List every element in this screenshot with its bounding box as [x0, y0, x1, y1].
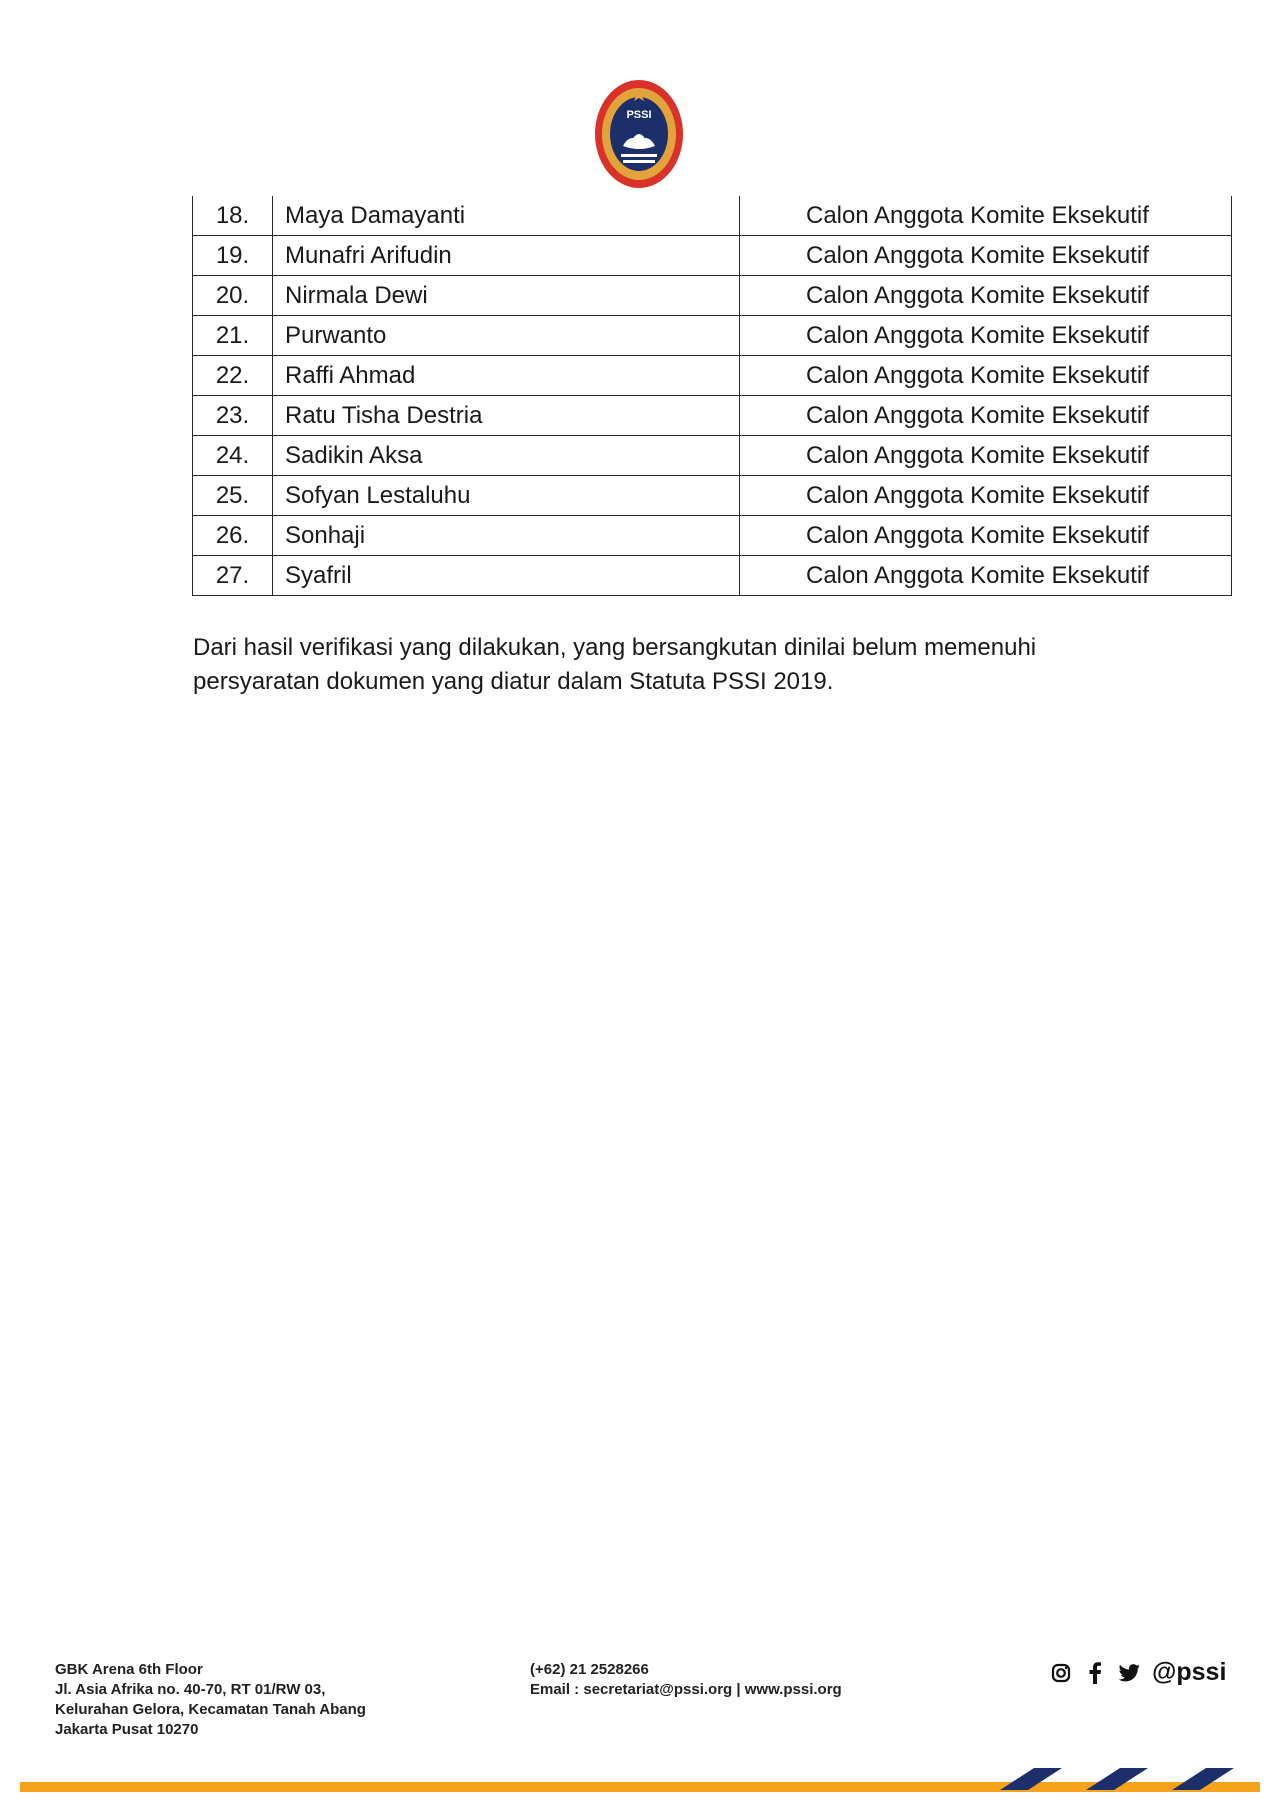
candidate-name: Sofyan Lestaluhu	[273, 476, 740, 516]
verification-paragraph	[193, 631, 1153, 699]
table-row	[193, 516, 1232, 556]
twitter-icon[interactable]	[1118, 1662, 1140, 1684]
pssi-logo	[593, 78, 685, 194]
logo-text: PSSI	[626, 109, 652, 121]
row-number: 20.	[193, 276, 273, 316]
table-row	[193, 196, 1232, 236]
instagram-icon[interactable]	[1050, 1662, 1072, 1684]
candidate-name: Sadikin Aksa	[273, 436, 740, 476]
candidate-position: Calon Anggota Komite Eksekutif	[740, 476, 1232, 516]
candidate-position: Calon Anggota Komite Eksekutif	[740, 276, 1232, 316]
address-line: GBK Arena 6th Floor	[55, 1661, 203, 1678]
row-number: 19.	[193, 236, 273, 276]
row-number: 27.	[193, 556, 273, 596]
address-line: Kelurahan Gelora, Kecamatan Tanah Abang	[55, 1701, 366, 1718]
row-number: 22.	[193, 356, 273, 396]
candidate-position: Calon Anggota Komite Eksekutif	[740, 236, 1232, 276]
table-row	[193, 276, 1232, 316]
table-row	[193, 556, 1232, 596]
candidate-position: Calon Anggota Komite Eksekutif	[740, 356, 1232, 396]
social-links	[1050, 1658, 1226, 1687]
row-number: 23.	[193, 396, 273, 436]
footer-contact	[530, 1660, 842, 1700]
candidate-name: Munafri Arifudin	[273, 236, 740, 276]
candidate-name: Nirmala Dewi	[273, 276, 740, 316]
candidate-name: Syafril	[273, 556, 740, 596]
table-row	[193, 356, 1232, 396]
candidate-name: Maya Damayanti	[273, 196, 740, 236]
candidate-position: Calon Anggota Komite Eksekutif	[740, 556, 1232, 596]
facebook-icon[interactable]	[1084, 1662, 1106, 1684]
table-row	[193, 236, 1232, 276]
candidate-name: Sonhaji	[273, 516, 740, 556]
address-line: Jakarta Pusat 10270	[55, 1721, 199, 1738]
row-number: 21.	[193, 316, 273, 356]
table-row	[193, 436, 1232, 476]
candidate-name: Purwanto	[273, 316, 740, 356]
paragraph-line-1: Dari hasil verifikasi yang dilakukan, yang bersangkutan dinilai belum memenuhi	[193, 634, 1037, 661]
candidate-position: Calon Anggota Komite Eksekutif	[740, 196, 1232, 236]
social-handle[interactable]: @pssi	[1152, 1658, 1227, 1686]
candidate-name: Ratu Tisha Destria	[273, 396, 740, 436]
footer-stripe	[0, 1760, 1280, 1800]
candidate-position: Calon Anggota Komite Eksekutif	[740, 396, 1232, 436]
row-number: 26.	[193, 516, 273, 556]
email-website[interactable]: Email : secretariat@pssi.org | www.pssi.org	[530, 1681, 842, 1698]
footer-address	[55, 1660, 366, 1740]
candidate-position: Calon Anggota Komite Eksekutif	[740, 436, 1232, 476]
table-row	[193, 396, 1232, 436]
row-number: 24.	[193, 436, 273, 476]
row-number: 18.	[193, 196, 273, 236]
candidate-position: Calon Anggota Komite Eksekutif	[740, 516, 1232, 556]
phone-number: (+62) 21 2528266	[530, 1661, 649, 1678]
row-number: 25.	[193, 476, 273, 516]
candidate-name: Raffi Ahmad	[273, 356, 740, 396]
paragraph-line-2: persyaratan dokumen yang diatur dalam Statuta PSSI 2019.	[193, 668, 834, 695]
candidate-table	[192, 196, 1232, 596]
address-line: Jl. Asia Afrika no. 40-70, RT 01/RW 03,	[55, 1681, 326, 1698]
table-row	[193, 316, 1232, 356]
table-row	[193, 476, 1232, 516]
candidate-position: Calon Anggota Komite Eksekutif	[740, 316, 1232, 356]
